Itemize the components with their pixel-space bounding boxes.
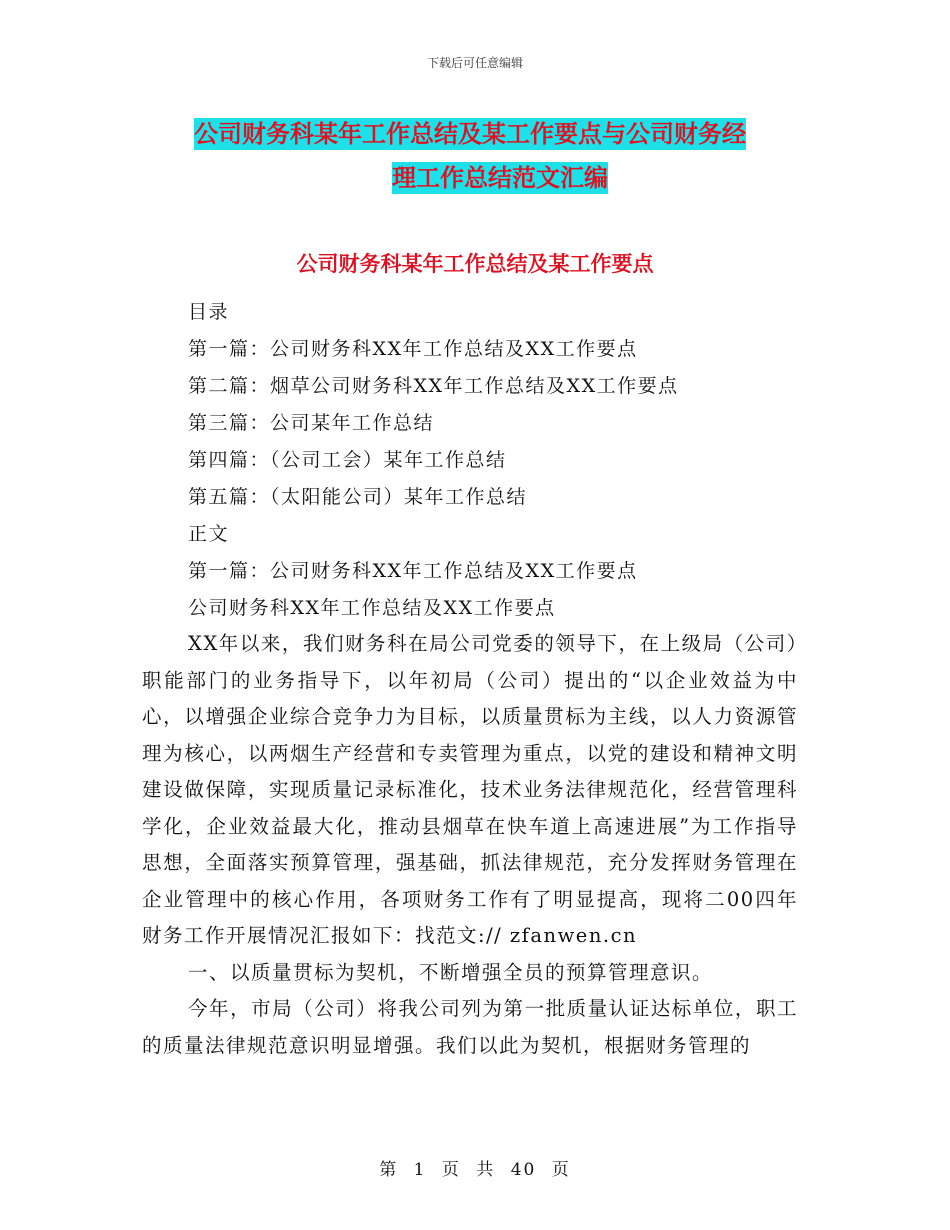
section-title: 公司财务科某年工作总结及某工作要点	[296, 252, 654, 276]
toc-item-1: 第一篇：公司财务科XX年工作总结及XX工作要点	[188, 338, 638, 360]
toc-item-5: 第五篇：（太阳能公司）某年工作总结	[188, 486, 528, 508]
document-title-line-2: 理工作总结范文汇编	[392, 164, 608, 192]
body-heading: 正文	[188, 523, 230, 545]
footer-page-word: 页	[441, 1160, 461, 1180]
footer-total-pages: 40	[510, 1160, 537, 1180]
paragraph-section-body: 今年，市局（公司）将我公司列为第一批质量认证达标单位，职工的质量法律规范意识明显增强。我们以此为契机，根据财务管理的	[142, 997, 798, 1057]
toc-item-4: 第四篇：（公司工会）某年工作总结	[188, 449, 507, 471]
page-footer	[0, 1155, 950, 1180]
footer-suffix: 页	[551, 1160, 571, 1180]
footer-prefix: 第	[379, 1160, 399, 1180]
paragraph-intro: XX年以来，我们财务科在局公司党委的领导下，在上级局（公司）职能部门的业务指导下，以年初局（公司）提出的“以企业效益为中心，以增强企业综合竞争力为目标，以质量贯标为主线，以人力资源管理为核心，以两烟生产经营和专卖管理为重点，以党的建设和精神文明建设做保障，实现质量记录标准化，技术业务法律规范化，经营管理科学化，企业效益最大化，推动县烟草在快车道上高速进展”为工作指导思想，全面落实预算管理，强基础，抓法律规范，充分发挥财务管理在企业管理中的核心作用，各项财务工作有了明显提高，现将二00四年财务工作开展情况汇报如下：找范文:// zfanwen.cn	[142, 632, 798, 947]
header-note: 下载后可任意编辑	[426, 56, 523, 70]
toc-heading: 目录	[188, 301, 230, 323]
table-of-contents	[188, 294, 828, 627]
toc-item-2: 第二篇：烟草公司财务科XX年工作总结及XX工作要点	[188, 375, 679, 397]
chapter-subtitle: 公司财务科XX年工作总结及XX工作要点	[188, 597, 556, 619]
document-title	[194, 112, 806, 200]
footer-page-number: 1	[413, 1160, 427, 1180]
toc-item-3: 第三篇：公司某年工作总结	[188, 412, 435, 434]
document-title-line-1: 公司财务科某年工作总结及某工作要点与公司财务经	[194, 120, 746, 148]
paragraph-section-heading: 一、以质量贯标为契机，不断增强全员的预算管理意识。	[188, 960, 714, 984]
chapter-heading: 第一篇：公司财务科XX年工作总结及XX工作要点	[188, 560, 638, 582]
body-text	[142, 626, 798, 1064]
footer-total-word: 共	[476, 1160, 496, 1180]
